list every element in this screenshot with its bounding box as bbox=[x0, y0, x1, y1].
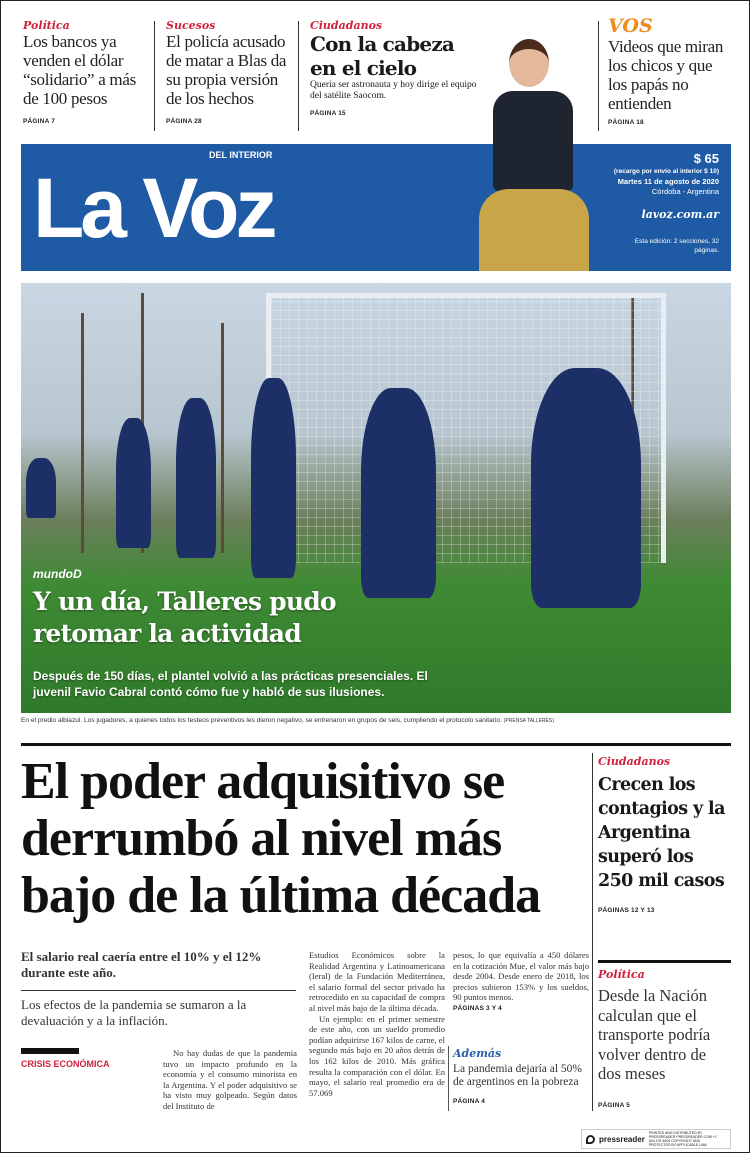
divider bbox=[592, 753, 593, 1111]
lead-subhead-2: Los efectos de la pandemia se sumaron a la devaluación y a la inflación. bbox=[21, 997, 247, 1028]
page-ref: PÁGINAS 3 Y 4 bbox=[453, 1004, 502, 1012]
photo-subhead: Después de 150 días, el plantel volvió a las prácticas presenciales. El juvenil Favio Cabral contó cómo fue y habló de sus ilusiones. bbox=[33, 669, 428, 699]
website-link[interactable]: lavoz.com.ar bbox=[641, 208, 719, 221]
teaser-vos[interactable] bbox=[608, 15, 733, 126]
pressreader-legal: PRINTED AND DISTRIBUTED BY PRESSREADER PRESSREADER.COM +1 604 278 4604 COPYRIGHT AND PROTECTED BY APPLICABLE LAW bbox=[648, 1131, 717, 1147]
ademas-teaser[interactable] bbox=[453, 1047, 589, 1105]
page-ref: PÁGINA 7 bbox=[23, 118, 56, 125]
photo-caption: En el predio albiazul. Los jugadores, a quienes todos los testeos preventivos les dieron negativo, se entrenaron en grupos de seis, cumpliendo el protocolo sanitario. (PRENSA TALLERES) bbox=[21, 717, 554, 724]
lead-body-col1: No hay dudas de que la pandemia tuvo un impacto profundo en la economía y el consumo minorista en la Argentina. Y el poder adquisitivo se ha visto muy golpeado. Según datos del Instituto de bbox=[163, 1048, 297, 1111]
tag-bar bbox=[21, 1048, 79, 1054]
divider bbox=[21, 743, 731, 746]
vos-logo: VOS bbox=[608, 15, 653, 37]
surcharge: (recargo por envío al interior $ 10) bbox=[613, 168, 719, 175]
lead-subhead: El salario real caería entre el 10% y el 12% durante este año. bbox=[21, 949, 262, 980]
section-label: Política bbox=[598, 968, 645, 981]
edition-info: Esta edición: 2 secciones, 32 páginas. bbox=[634, 238, 719, 254]
pressreader-icon bbox=[586, 1135, 595, 1144]
page-ref: PÁGINA 18 bbox=[608, 119, 644, 126]
teaser-sucesos[interactable] bbox=[166, 19, 296, 125]
page-ref: PÁGINA 4 bbox=[453, 1098, 486, 1105]
section-label: Ciudadanos bbox=[310, 19, 383, 32]
divider bbox=[298, 21, 299, 131]
lead-headline[interactable]: El poder adquisitivo se derrumbó al nivel más bajo de la última década bbox=[21, 753, 541, 924]
section-label: Sucesos bbox=[166, 19, 216, 32]
page-ref: PÁGINA 28 bbox=[166, 118, 202, 125]
teaser-dek: Quería ser astronauta y hoy dirige el equipo del satélite Saocom. bbox=[310, 80, 477, 101]
price: $ 65 bbox=[693, 151, 719, 166]
page-ref: PÁGINA 5 bbox=[598, 1101, 631, 1109]
section-label: Además bbox=[453, 1047, 502, 1060]
pressreader-logo: pressreader bbox=[599, 1134, 645, 1144]
lead-body-col3-block bbox=[453, 950, 589, 1012]
teaser-politica[interactable] bbox=[23, 19, 153, 125]
teaser-headline: Desde la Nación calculan que el transporte podría volver dentro de dos meses bbox=[598, 986, 711, 1083]
masthead bbox=[21, 144, 731, 271]
lead-body-col3: pesos, lo que equivalía a 450 dólares en la cotización Mue, el valor más bajo desde 2004. Desde enero de 2018, los precios subieron 153% y los sueldos, 90 puntos menos. bbox=[453, 950, 589, 1003]
place: Córdoba - Argentina bbox=[651, 187, 719, 196]
teaser-headline: Videos que miran los chicos y que los papás no entienden bbox=[608, 37, 724, 113]
teaser-ciudadanos[interactable] bbox=[310, 19, 485, 117]
teaser-headline: Con la cabeza en el cielo bbox=[310, 32, 455, 80]
photo-headline[interactable]: Y un día, Talleres pudo retomar la actividad bbox=[33, 587, 336, 648]
divider bbox=[598, 21, 599, 131]
divider bbox=[154, 21, 155, 131]
lead-body-col2: Estudios Económicos sobre la Realidad Argentina y Latinoamericana (Ieral) de la Fundación Mediterránea, el salario formal del sector privado ha retrocedido en su capacidad de compra al nivel más bajo de la última década. Un ejemplo: en el primer semestre de este año, con un sueldo promedio podían adquirirse 167 kilos de carne, el segundo más bajo en 20 años detrás de los 162 kilos de 2010. Más gráfica resulta la comparación con el dólar. En mayo, el salario real promedio era de 57.069 bbox=[309, 950, 445, 1098]
page-ref: PÁGINA 15 bbox=[310, 110, 346, 117]
page-ref: PÁGINAS 12 Y 13 bbox=[598, 907, 655, 914]
teaser-headline: La pandemia dejaría al 50% de argentinos en la pobreza bbox=[453, 1063, 582, 1088]
astronaut-photo bbox=[471, 39, 586, 271]
section-label: Ciudadanos bbox=[598, 755, 671, 768]
pressreader-badge bbox=[581, 1129, 731, 1149]
sidebar-politica[interactable] bbox=[598, 968, 733, 1109]
lead-photo bbox=[21, 283, 731, 713]
mundod-logo: mundoD bbox=[33, 567, 82, 581]
teaser-headline: Los bancos ya venden el dólar “solidario” a más de 100 pesos bbox=[23, 32, 136, 108]
masthead-sublogo: DEL INTERIOR bbox=[209, 150, 273, 160]
divider bbox=[448, 1046, 449, 1111]
teaser-headline: Crecen los contagios y la Argentina superó los 250 mil casos bbox=[598, 775, 725, 891]
divider bbox=[21, 990, 296, 991]
divider bbox=[598, 960, 731, 963]
sidebar-ciudadanos[interactable] bbox=[598, 755, 733, 914]
section-tag: CRISIS ECONÓMICA bbox=[21, 1059, 110, 1069]
masthead-logo[interactable]: La Voz bbox=[33, 161, 274, 255]
date: Martes 11 de agosto de 2020 bbox=[617, 177, 719, 186]
section-label: Política bbox=[23, 19, 70, 32]
teaser-headline: El policía acusado de matar a Blas da su propia versión de los hechos bbox=[166, 32, 287, 108]
